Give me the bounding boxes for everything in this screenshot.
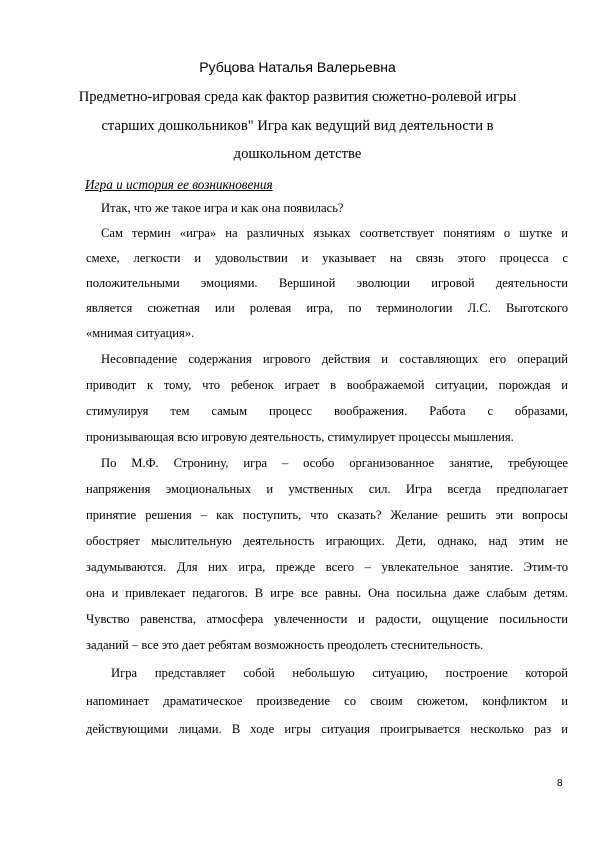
paragraph-line: напряжения эмоциональных и умственных сил. Игра всегда предполагает — [86, 482, 568, 496]
paragraph-line: По М.Ф. Стронину, игра – особо организованное занятие, требующее — [101, 456, 568, 470]
paragraph-line: приводит к тому, что ребенок играет в воображаемой ситуации, порождая и — [86, 378, 568, 392]
paragraph-line: Игра представляет собой небольшую ситуацию, построение которой — [111, 666, 568, 680]
paragraph-line: заданий – все это дает ребятам возможность преодолеть стеснительность. — [86, 638, 484, 652]
paragraph-line: Сам термин «игра» на различных языках соответствует понятиям о шутке и — [101, 226, 568, 240]
paragraph-line: Чувство равенства, атмосфера увлеченности и радости, ощущение посильности — [86, 612, 568, 626]
paragraph-line: пронизывающая всю игровую деятельность, стимулирует процессы мышления. — [86, 430, 514, 444]
section-heading: Игра и история ее возникновения — [85, 177, 273, 192]
paragraph-line: является сюжетная или ролевая игра, по терминологии Л.С. Выготского — [86, 301, 568, 315]
paragraph-line: положительными эмоциями. Вершиной эволюции игровой деятельности — [86, 276, 568, 290]
title-line-2: старших дошкольников" Игра как ведущий вид деятельности в — [101, 118, 494, 134]
paragraph-line: смехе, легкости и удовольствии и указывает на связь этого процесса с — [86, 251, 568, 265]
paragraph-line: «мнимая ситуация». — [86, 326, 195, 340]
title-line-1: Предметно-игровая среда как фактор развития сюжетно-ролевой игры — [78, 89, 517, 105]
paragraph-line: напоминает драматическое произведение со своим сюжетом, конфликтом и — [86, 694, 568, 708]
paragraph-line: Несовпадение содержания игрового действия и составляющих его операций — [101, 352, 568, 366]
paragraph-line: действующими лицами. В ходе игры ситуация проигрывается несколько раз и — [86, 722, 568, 736]
paragraph-line: стимулируя тем самым процесс воображения. Работа с образами, — [86, 404, 568, 418]
paragraph-line: обостряет мыслительную деятельность играющих. Дети, однако, над этим не — [86, 534, 568, 548]
title-line-3: дошкольном детстве — [233, 146, 362, 162]
paragraph-line: Итак, что же такое игра и как она появилась? — [101, 201, 344, 215]
author-name: Рубцова Наталья Валерьевна — [199, 59, 396, 75]
page-number: 8 — [557, 778, 563, 789]
paragraph-line: она и привлекает педагогов. В игре все равны. Она посильна даже слабым детям. — [86, 586, 568, 600]
paragraph-line: задумываются. Для них игра, прежде всего – увлекательное занятие. Этим-то — [86, 560, 568, 574]
paragraph-line: принятие решения – как поступить, что сказать? Желание решить эти вопросы — [86, 508, 568, 522]
